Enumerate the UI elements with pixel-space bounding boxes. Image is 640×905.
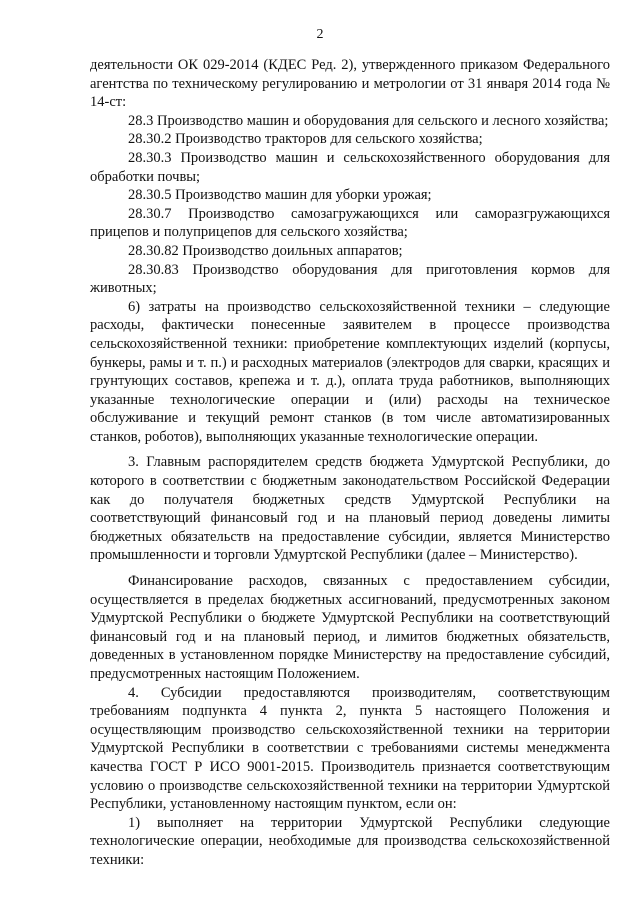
paragraph-code-28-30-2: 28.30.2 Производство тракторов для сельского хозяйства; [128, 131, 483, 148]
paragraph-code-28-30-7: 28.30.7 Производство самозагружающихся или саморазгружающихся прицепов и полуприцепов для сельского хозяйства; [90, 205, 610, 241]
paragraph-item-1-operations: 1) выполняет на территории Удмуртской Республики следующие технологические операции, необходимые для производства сельскохозяйственной техники: [90, 814, 610, 868]
paragraph-financing: Финансирование расходов, связанных с предоставлением субсидии, осуществляется в пределах бюджетных ассигнований, предусмотренных законом Удмуртской Республики о бюджете Удмуртской Республики на соответствующий финансовый год и на плановый период, и лимитов бюджетных обязательств, доведенных в установленном порядке Министерству на предоставление субсидий, предусмотренных настоящим Положением. [90, 573, 610, 682]
paragraph-code-28-30-83: 28.30.83 Производство оборудования для приготовления кормов для животных; [90, 261, 610, 297]
paragraph-code-28-3: 28.3 Производство машин и оборудования для сельского и лесного хозяйства; [128, 112, 609, 129]
paragraph-section-4: 4. Субсидии предоставляются производителям, соответствующим требованиям подпункта 4 пункта 2, пункта 5 настоящего Положения и осуществляющим производство сельскохозяйственной техники на территории Удмуртской Республики в соответствии с требованиями системы менеджмента качества ГОСТ Р ИСО 9001-2015. Производитель признается соответствующим условию о производстве сельскохозяйственной техники на территории Удмуртской Республики, установленному настоящим пунктом, если он: [90, 684, 610, 813]
paragraph-okved-intro: деятельности ОК 029-2014 (КДЕС Ред. 2), утвержденного приказом Федерального агентства по техническому регулированию и метрологии от 31 января 2014 года № 14-ст: [90, 57, 610, 111]
paragraph-item-6-costs: 6) затраты на производство сельскохозяйственной техники – следующие расходы, фактически понесенные заявителем в процессе производства сельскохозяйственной техники: приобретение комплектующих изделий (корпусы, бункеры, рамы и т. п.) и расходных материалов (электродов для сварки, красящих и грунтующих составов, крепежа и т. д.), оплата труда работников, выполняющих указанные технологические операции и (или) расходы на техническое обслуживание и текущий ремонт станков (в том числе автоматизированных станков, роботов), выполняющих указанные технологические операции. [90, 298, 610, 445]
paragraph-code-28-30-3: 28.30.3 Производство машин и сельскохозяйственного оборудования для обработки почвы; [90, 149, 610, 185]
paragraph-code-28-30-82: 28.30.82 Производство доильных аппаратов; [128, 242, 403, 259]
paragraph-section-3: 3. Главным распорядителем средств бюджета Удмуртской Республики, до которого в соответствии с бюджетным законодательством Российской Федерации как до получателя бюджетных средств Удмуртской Республики на соответствующий финансовый год и на плановый период доведены лимиты бюджетных обязательств на предоставление субсидии, является Министерство промышленности и торговли Удмуртской Республики (далее – Министерство). [90, 454, 610, 564]
paragraph-code-28-30-5: 28.30.5 Производство машин для уборки урожая; [128, 187, 432, 204]
document-body [90, 56, 610, 870]
page-number: 2 [316, 27, 324, 42]
